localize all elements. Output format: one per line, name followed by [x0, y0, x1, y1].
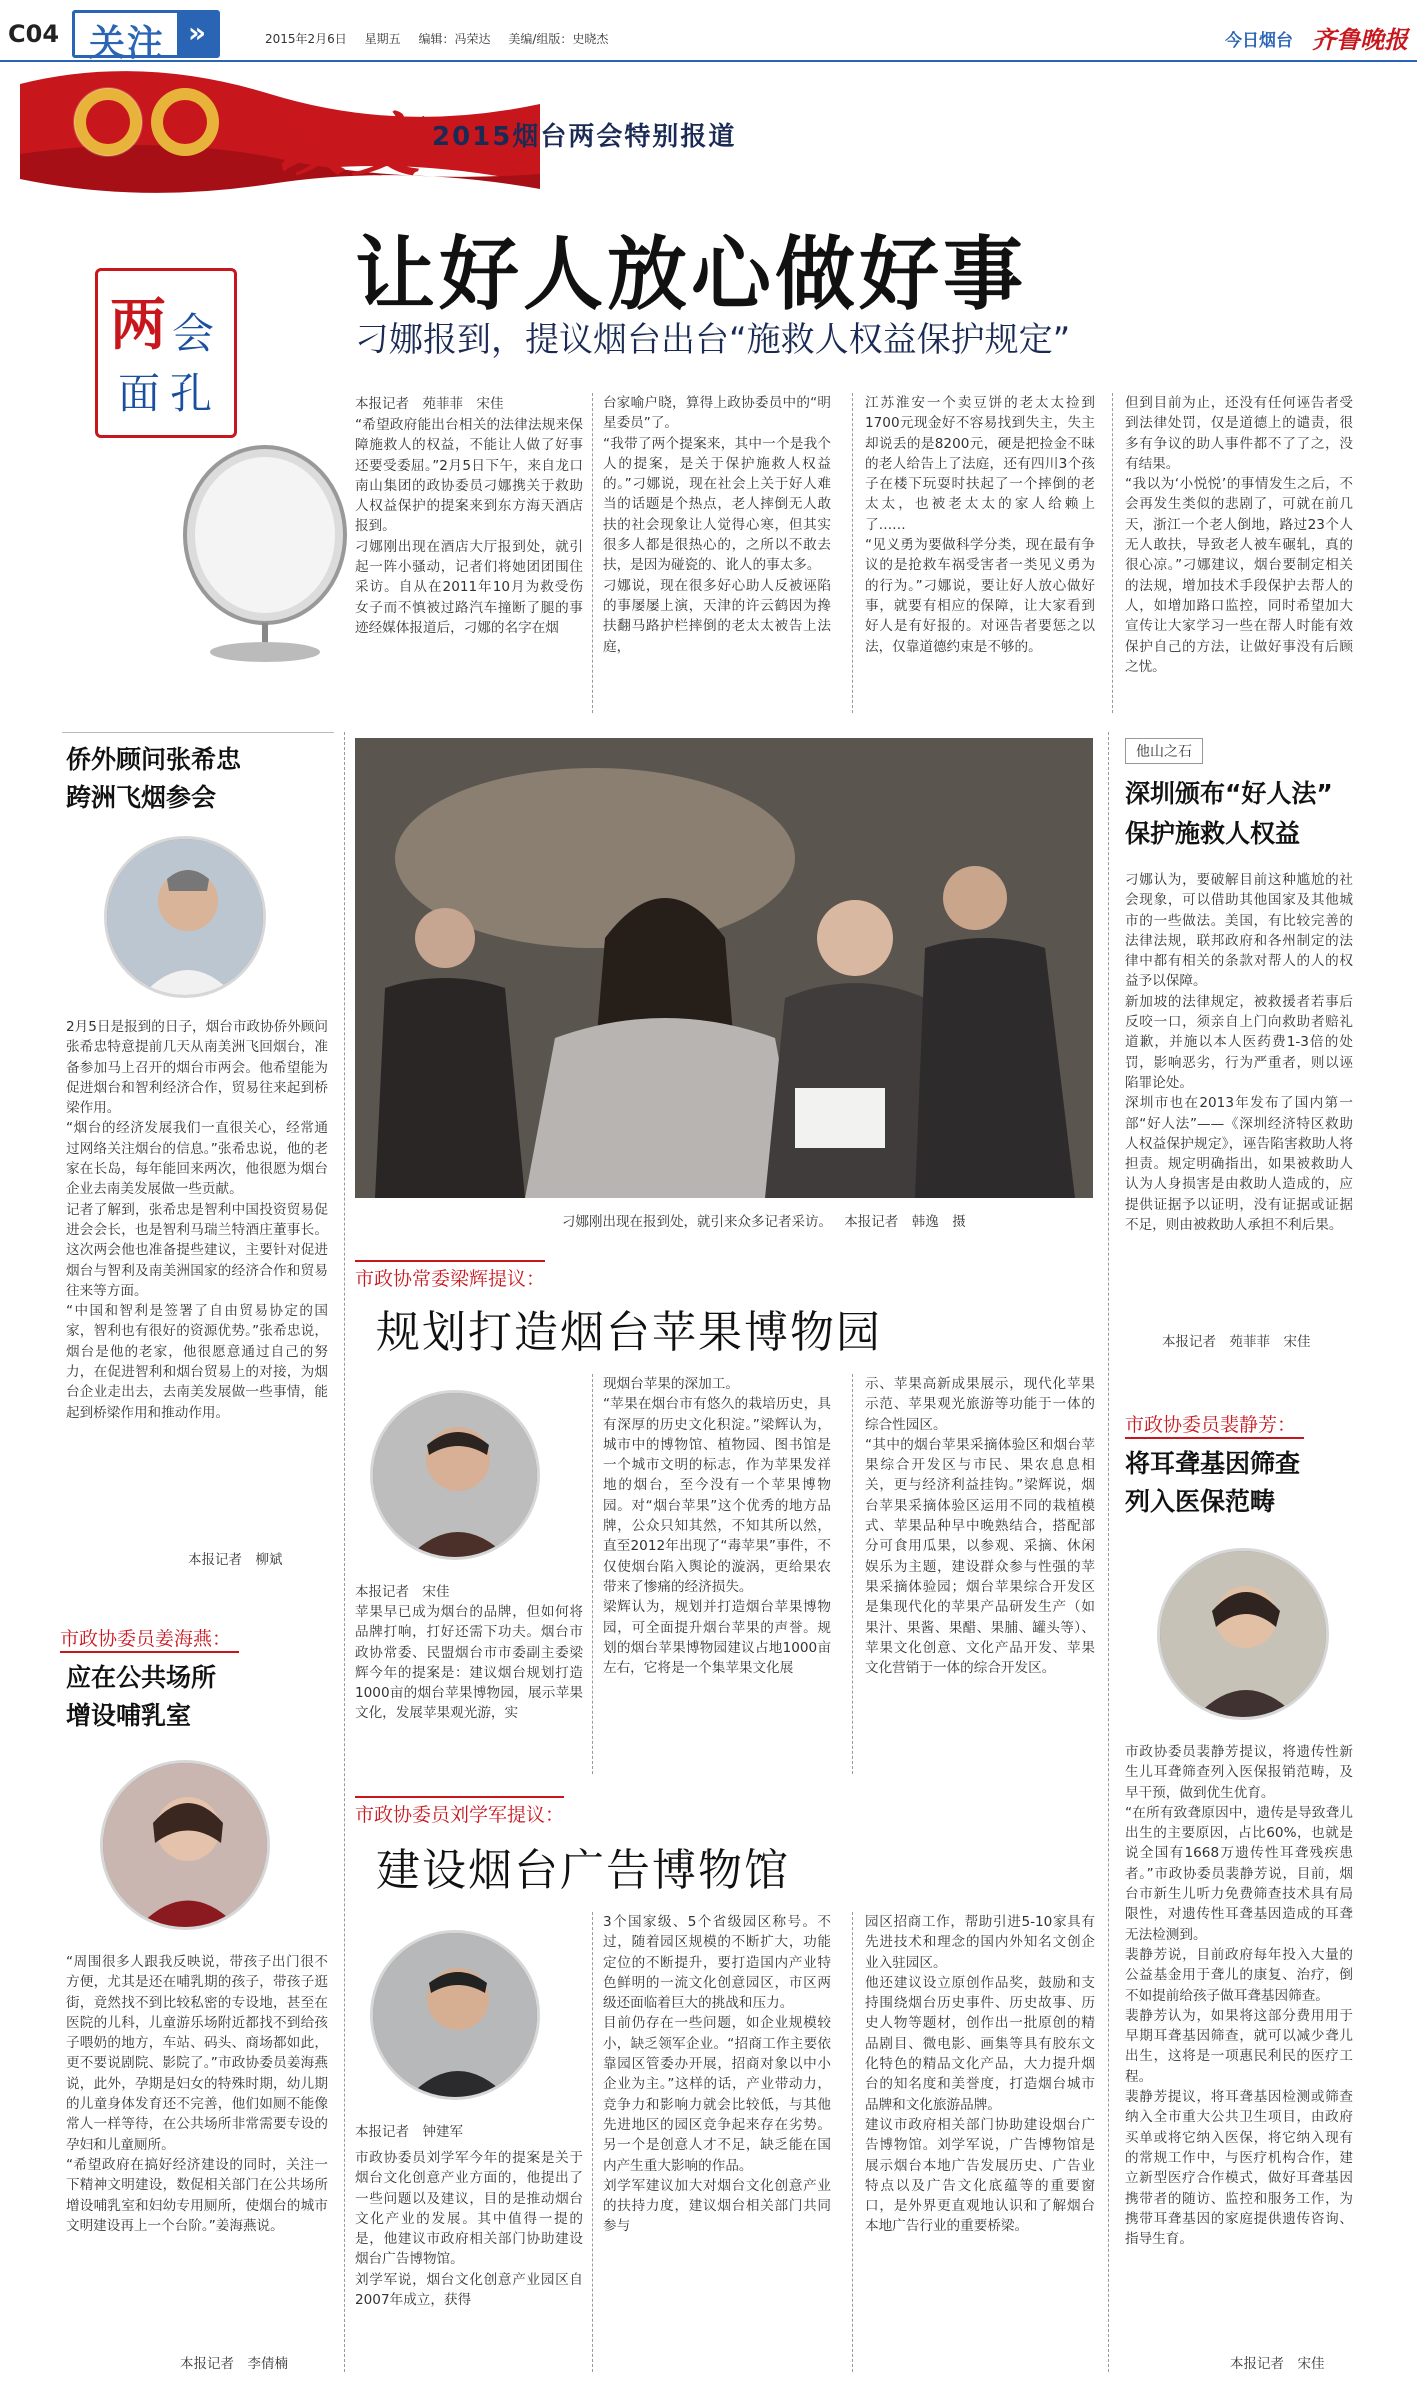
pei-label: 市政协委员裴静芳：	[1125, 1410, 1304, 1439]
banner	[0, 64, 1417, 204]
main-photo-caption	[562, 1210, 966, 1230]
main-photo	[355, 738, 1093, 1198]
photo-credit: 本报记者 韩逸 摄	[844, 1214, 966, 1230]
shenzhen-body: 刁娜认为，要破解目前这种尴尬的社会现象，可以借助其他国家及其他城市的一些做法。美国，有比较完善的法律法规，联邦政府和各州制定的法律中都有相关的条款对帮人的人的权益予以保障。 新加坡的法律规定，被救援者若事后反咬一口，须亲自上门向救助者赔礼道歉，并施以本人医药费1-3倍的处罚，影响恶劣，行为严重者，则以诬陷罪论处。 深圳市也在2013年发布了国内第一部“好人法”——《深圳经济特区救助人权益保护规定》，诬告陷害救助人将担责。规定明确指出，如果被救助人认为人身损害是由救助人造成的，应提供证据予以证明，没有证据或证据不足，则由被救助人承担不利后果。	[1125, 872, 1353, 1234]
apple-title: 规划打造烟台苹果博物园	[376, 1307, 882, 1358]
liang-portrait	[370, 1390, 540, 1560]
lianghui-char-3: 面	[118, 369, 161, 418]
shenzhen-title-1: 深圳颁布“好人法”	[1125, 779, 1333, 808]
header-rule	[0, 60, 1417, 62]
photo-caption-text: 刁娜刚出现在报到处，就引来众多记者采访。	[562, 1214, 832, 1230]
pei-byline: 本报记者 宋佳	[1230, 2356, 1325, 2372]
main-col-2: 台家喻户晓，算得上政协委员中的“明星委员”了。 “我带了两个提案来，其中一个是我个人的提案，是关于保护施救人权益的。”刁娜说，现在社会上关于好人难当的话题是个热点，老人摔倒无人敢扶的社会现象让人觉得心寒，但其实很多人都是很热心的，之所以不敢去扶，是因为碰瓷的、讹人的事太多。 刁娜说，现在很多好心助人反被诬陷的事屡屡上演，天津的许云鹤因为搀扶翻马路护栏摔倒的老太太被告上法庭，	[603, 395, 831, 655]
ad-col-3: 园区招商工作，帮助引进5-10家具有先进技术和理念的国内外知名文创企业入驻园区。 他还建议设立原创作品奖，鼓励和支持围绕烟台历史事件、历史故事、历史人物等题材，创作出一批原创的精品剧目、微电影、画集等具有胶东文化特色的精品文化产品，大力提升烟台的知名度和美誉度，打造烟台城市品牌和文化旅游品牌。 建议市政府相关部门协助建设烟台广告博物馆。刘学军说，广告博物馆是展示烟台本地广告发展历史、广告业特点以及广告文化底蕴等的重要窗口，是外界更直观地认识和了解烟台本地广告行业的重要桥梁。	[865, 1914, 1095, 2235]
apple-col-1: 苹果早已成为烟台的品牌，但如何将品牌打响，打好还需下功夫。烟台市政协常委、民盟烟台市市委副主委梁辉今年的提案是：建议烟台规划打造1000亩的烟台苹果博物园，展示苹果文化，发展苹果观光游，实	[355, 1604, 583, 1722]
banner-subtitle: 2015烟台两会特别报道	[432, 122, 737, 152]
section-label: 关注	[89, 23, 166, 64]
main-title: 让好人放心做好事	[355, 228, 1027, 321]
shenzhen-byline: 本报记者 苑菲菲 宋佳	[1162, 1334, 1311, 1350]
header-editor: 编辑：冯荣达	[418, 32, 491, 46]
jiang-byline: 本报记者 李倩楠	[180, 2356, 288, 2372]
zhang-body: 2月5日是报到的日子，烟台市政协侨外顾问张希忠特意提前几天从南美洲飞回烟台，准备参加马上召开的烟台市两会。他希望能为促进烟台和智利经济合作，贸易往来起到桥梁作用。 “烟台的经济发展我们一直很关心，经常通过网络关注烟台的信息。”张希忠说，他的老家在长岛，每年能回来两次，他很愿为烟台企业去南美发展做一些贡献。 记者了解到，张希忠是智利中国投资贸易促进会会长，也是智利马瑞兰特酒庄董事长。这次两会他也准备提些建议，主要针对促进烟台与智利及南美洲国家的经济合作和贸易往来等方面。 “中国和智利是签署了自由贸易协定的国家，智利也有很好的资源优势。”张希忠说，烟台是他的老家，他很愿意通过自己的努力，在促进智利和烟台贸易上的对接，为烟台企业走出去，去南美发展做一些事情，能起到桥梁作用和推动作用。	[66, 1019, 328, 1421]
header-weekday: 星期五	[364, 32, 401, 46]
page-header	[0, 0, 1417, 62]
jiang-title-2: 增设哺乳室	[66, 1701, 192, 1730]
header-art: 美编/组版：史晓杰	[508, 32, 609, 46]
mirror-icon	[170, 440, 360, 670]
page-number: C04	[8, 20, 60, 48]
banner-big-title: 改变	[278, 106, 427, 186]
apple-col-2: 现烟台苹果的深加工。 “苹果在烟台市有悠久的栽培历史，具有深厚的历史文化积淀。”梁辉认为，城市中的博物馆、植物园、图书馆是一个城市文明的标志，作为苹果发祥地的烟台，至今没有一个苹果博物园。对“烟台苹果”这个优秀的地方品牌，公众只知其然，不知其所以然，直至2012年出现了“毒苹果”事件，不仅使烟台陷入舆论的漩涡，更给果农带来了惨痛的经济损失。 梁辉认为，规划并打造烟台苹果博物园，可全面提升烟台苹果的声誉。规划的烟台苹果博物园建议占地1000亩左右，它将是一个集苹果文化展	[603, 1376, 831, 1677]
main-col-4: 但到目前为止，还没有任何诬告者受到法律处罚，仅是道德上的谴责，很多有争议的助人事件都不了了之，没有结果。 “我以为‘小悦悦’的事情发生之后，不会再发生类似的悲剧了，可就在前几天，浙江一个老人倒地，路过23个人无人敢扶，导致老人被车碾轧，真的很心凉。”刁娜建议，烟台要制定相关的法规，增加技术手段保护去帮人的人，如增加路口监控，同时希望加大宣传让大家学习一些在帮人时能有效保护自己的方法，让做好事没有后顾之忧。	[1125, 395, 1353, 675]
header-brand: 今日烟台	[1225, 31, 1293, 51]
ad-col-1: 市政协委员刘学军今年的提案是关于烟台文化创意产业方面的，他提出了一些问题以及建议，目的是推动烟台文化产业的发展。其中值得一提的是，他建议市政府相关部门协助建设烟台广告博物馆。 刘学军说，烟台文化创意产业园区自2007年成立，获得	[355, 2150, 583, 2309]
section-tab	[72, 10, 220, 64]
ad-col-2: 3个国家级、5个省级园区称号。不过，随着园区规模的不断扩大，功能定位的不断提升，要打造国内产业特色鲜明的一流文化创意园区，市区两级还面临着巨大的挑战和压力。 目前仍存在一些问题，如企业规模较小，缺乏领军企业。“招商工作主要依靠园区管委办开展，招商对象以中小企业为主。”这样的话，产业带动力，竞争力和影响力就会比较低，与其他先进地区的园区竞争起来存在劣势。另一个是创意人才不足，缺乏能在国内产生重大影响的作品。 刘学军建议加大对烟台文化创意产业的扶持力度，建议烟台相关部门共同参与	[603, 1914, 831, 2235]
jiang-body: “周围很多人跟我反映说，带孩子出门很不方便，尤其是还在哺乳期的孩子，带孩子逛街，竟然找不到比较私密的专设地，甚至在医院的儿科，儿童游乐场附近都找不到给孩子喂奶的地方，车站、码头、商场都如此，更不要说剧院、影院了。”市政协委员姜海燕说，此外，孕期是妇女的特殊时期，幼儿期的儿童身体发育还不完善，他们如厕不能像常人一样等待，在公共场所非常需要专设的孕妇和儿童厕所。 “希望政府在搞好经济建设的同时，关注一下精神文明建设，数促相关部门在公共场所增设哺乳室和妇幼专用厕所，使烟台的城市文明建设再上一个台阶。”姜海燕说。	[66, 1954, 328, 2234]
double-chevron-icon: »	[177, 13, 217, 55]
main-subtitle: 刁娜报到，提议烟台出台“施救人权益保护规定”	[355, 320, 1071, 360]
ad-title: 建设烟台广告博物馆	[376, 1845, 790, 1896]
lianghui-char-1: 两	[110, 293, 166, 358]
pei-portrait	[1157, 1548, 1329, 1720]
jiang-label: 市政协委员姜海燕：	[60, 1624, 239, 1653]
zhang-byline: 本报记者 柳斌	[188, 1552, 283, 1568]
lianghui-char-4: 孔	[170, 369, 213, 418]
newspaper-logo: 齐鲁晚报	[1312, 25, 1408, 54]
main-byline: 本报记者 苑菲菲 宋佳	[355, 396, 504, 412]
pei-title-2: 列入医保范畴	[1125, 1487, 1276, 1516]
pei-title-1: 将耳聋基因筛查	[1125, 1449, 1301, 1478]
header-date: 2015年2月6日	[265, 32, 347, 46]
lianghui-box	[95, 268, 237, 438]
jiang-portrait	[100, 1760, 270, 1930]
ad-byline: 本报记者 钟建军	[355, 2124, 463, 2140]
lianghui-char-2: 会	[172, 309, 215, 358]
zhang-title-1: 侨外顾问张希忠	[66, 745, 242, 774]
apple-label: 市政协常委梁辉提议：	[355, 1260, 545, 1291]
main-col-3: 江苏淮安一个卖豆饼的老太太捡到1700元现金好不容易找到失主，失主却说丢的是8200元，硬是把捡金不昧的老人给告上了法庭，还有四川3个孩子在楼下玩耍时扶起了一个摔倒的老太太，也被老太太的家人给赖上了…… “见义勇为要做科学分类，现在最有争议的是抢救车祸受害者一类见义勇为的行为。”刁娜说，要让好人放心做好事，就要有相应的保障，让大家看到好人是有好报的。对诬告者要惩之以法，仅靠道德约束是不够的。	[865, 395, 1095, 655]
liu-portrait	[370, 1930, 540, 2100]
ad-label: 市政协委员刘学军提议：	[355, 1796, 564, 1827]
header-meta	[265, 30, 608, 47]
apple-col-3: 示、苹果高新成果展示，现代化苹果示范、苹果观光旅游等功能于一体的综合性园区。 “其中的烟台苹果采摘体验区和烟台苹果综合开发区与市民、果农息息相关，更与经济利益挂钩。”梁辉说，烟台苹果采摘体验区运用不同的栽植模式、苹果品种早中晚熟结合，搭配部分可食用瓜果，以参观、采摘、休闲娱乐为主题，建设群众参与性强的苹果采摘体验园；烟台苹果综合开发区是集现代化的苹果产品研发生产（如果汁、果酱、果醋、果脯、罐头等）、苹果文化创意、文化产品开发、苹果文化营销于一体的综合开发区。	[865, 1376, 1095, 1677]
apple-byline: 本报记者 宋佳	[355, 1584, 450, 1600]
zhang-title-2: 跨洲飞烟参会	[66, 783, 217, 812]
main-col-1: “希望政府能出台相关的法律法规来保障施救人的权益，不能让人做了好事还要受委屈。”2月5日下午，来自龙口南山集团的政协委员刁娜携关于救助人权益保护的提案来到东方海天酒店报到。 刁娜刚出现在酒店大厅报到处，就引起一阵小骚动，记者们将她团团围住采访。自从在2011年10月为救受伤女子而不慎被过路汽车撞断了腿的事迹经媒体报道后，刁娜的名字在烟	[355, 417, 583, 636]
shenzhen-label: 他山之石	[1125, 738, 1203, 764]
shenzhen-title-2: 保护施救人权益	[1125, 819, 1301, 848]
zhang-portrait	[104, 836, 266, 998]
jiang-title-1: 应在公共场所	[66, 1663, 217, 1692]
pei-body: 市政协委员裴静芳提议，将遗传性新生儿耳聋筛查列入医保报销范畴，及早干预，做到优生优育。 “在所有致聋原因中，遗传是导致聋儿出生的主要原因，占比60%，也就是说全国有1668万遗传性耳聋残疾患者。”市政协委员裴静芳说，目前，烟台市新生儿听力免费筛查技术具有局限性，对遗传性耳聋基因造成的耳聋无法检测到。 裴静芳说，目前政府每年投入大量的公益基金用于聋儿的康复、治疗，倒不如提前给孩子做耳聋基因筛查。 裴静芳认为，如果将这部分费用用于早期耳聋基因筛查，就可以减少聋儿出生，这将是一项惠民利民的医疗工程。 裴静芳提议，将耳聋基因检测或筛查纳入全市重大公共卫生项目，由政府买单或将它纳入医保，将它纳入现有的常规工作中，与医疗机构合作，建立新型医疗合作模式，做好耳聋基因携带者的随访、监控和服务工作，为携带耳聋基因的家庭提供遗传咨询、指导生育。	[1125, 1744, 1353, 2248]
